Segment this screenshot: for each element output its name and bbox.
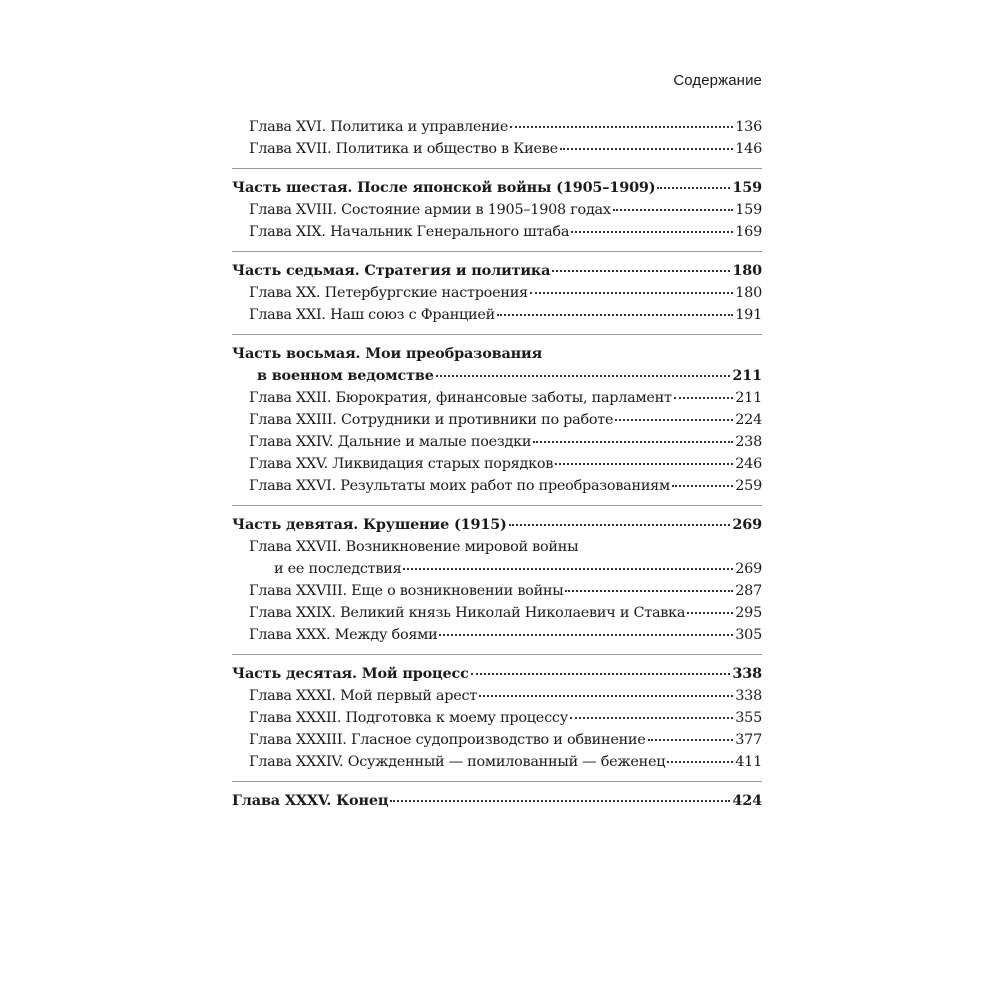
chapter-entry-title: и ее последствия (274, 561, 402, 577)
chapter-entry-title: Глава XXXIV. Осужденный — помилованный — беженец (249, 754, 666, 770)
chapter-entry (232, 116, 762, 138)
chapter-entry-title: Глава XXX. Между боями (249, 627, 438, 643)
chapter-entry-page-number: 269 (735, 561, 762, 577)
chapter-entry-line (249, 729, 762, 751)
chapter-entry-page-number: 411 (735, 754, 762, 770)
chapter-entry-page-number: 136 (735, 119, 762, 135)
chapter-entry-page-number: 146 (735, 141, 762, 157)
part-entry-page-number: 159 (732, 179, 762, 196)
part-entry (232, 343, 762, 387)
chapter-entry-page-number: 338 (735, 688, 762, 704)
chapter-entry (232, 602, 762, 624)
chapter-entry-line (249, 536, 762, 558)
chapter-entry-title: Глава XXIV. Дальние и малые поездки (249, 434, 532, 450)
part-entry-title: Часть шестая. После японской войны (1905–1909) (232, 179, 656, 196)
dot-leader (390, 799, 730, 802)
chapter-entry-page-number: 211 (735, 390, 762, 406)
dot-leader (667, 760, 733, 763)
chapter-entry-title: Глава XXVI. Результаты моих работ по преобразованиям (249, 478, 670, 494)
chapter-entry-title: Глава XXII. Бюрократия, финансовые заботы, парламент (249, 390, 672, 406)
chapter-entry-line (249, 685, 762, 707)
chapter-entry-page-number: 180 (735, 285, 762, 301)
chapter-entry (232, 431, 762, 453)
chapter-entry-line (249, 558, 762, 580)
chapter-entry-page-number: 305 (735, 627, 762, 643)
part-entry-line (232, 260, 762, 282)
dot-leader (555, 462, 733, 465)
part-entry-line (232, 343, 762, 365)
toc-section (232, 505, 762, 646)
dot-leader (510, 125, 733, 128)
dot-leader (571, 230, 733, 233)
part-entry-page-number: 338 (732, 665, 762, 682)
dot-leader (403, 567, 733, 570)
chapter-entry-line (249, 475, 762, 497)
chapter-entry-page-number: 355 (735, 710, 762, 726)
part-entry-line (232, 790, 762, 812)
dot-leader (530, 291, 733, 294)
part-entry-title: Часть седьмая. Стратегия и политика (232, 262, 551, 279)
chapter-entry-page-number: 238 (735, 434, 762, 450)
chapter-entry (232, 685, 762, 707)
chapter-entry-page-number: 259 (735, 478, 762, 494)
chapter-entry-title: Глава XXIX. Великий князь Николай Николаевич и Ставка (249, 605, 686, 621)
chapter-entry-title: Глава XX. Петербургские настроения (249, 285, 528, 301)
chapter-entry-title: Глава XVIII. Состояние армии в 1905–1908 годах (249, 202, 611, 218)
chapter-entry (232, 138, 762, 160)
chapter-entry-title: Глава XXVIII. Еще о возникновении войны (249, 583, 564, 599)
chapter-entry (232, 409, 762, 431)
chapter-entry-line (249, 602, 762, 624)
chapter-entry (232, 199, 762, 221)
chapter-entry-page-number: 191 (735, 307, 762, 323)
dot-leader (570, 716, 733, 719)
part-entry-line (232, 177, 762, 199)
chapter-entry-page-number: 159 (735, 202, 762, 218)
chapter-entry-page-number: 224 (735, 412, 762, 428)
table-of-contents (232, 116, 762, 812)
chapter-entry (232, 221, 762, 243)
chapter-entry (232, 282, 762, 304)
dot-leader (509, 523, 731, 526)
chapter-entry-title: Глава XXV. Ликвидация старых порядков (249, 456, 554, 472)
chapter-entry (232, 304, 762, 326)
chapter-entry-line (249, 282, 762, 304)
dot-leader (615, 418, 733, 421)
chapter-entry-line (249, 409, 762, 431)
toc-section (232, 116, 762, 160)
toc-section (232, 334, 762, 497)
dot-leader (471, 672, 731, 675)
part-entry-page-number: 180 (732, 262, 762, 279)
dot-leader (674, 396, 734, 399)
dot-leader (657, 186, 730, 189)
chapter-entry-title: Глава XXXII. Подготовка к моему процессу (249, 710, 568, 726)
dot-leader (565, 589, 733, 592)
part-entry (232, 177, 762, 199)
chapter-entry-page-number: 169 (735, 224, 762, 240)
chapter-entry-title: Глава XIX. Начальник Генерального штаба (249, 224, 570, 240)
part-entry-page-number: 424 (732, 792, 762, 809)
chapter-entry-title: Глава XXI. Наш союз с Францией (249, 307, 496, 323)
chapter-entry (232, 624, 762, 646)
chapter-entry (232, 580, 762, 602)
toc-section (232, 654, 762, 773)
chapter-entry-title: Глава XXXIII. Гласное судопроизводство и обвинение (249, 732, 646, 748)
part-entry (232, 260, 762, 282)
part-entry-title: Часть восьмая. Мои преобразования (232, 345, 543, 362)
chapter-entry-title: Глава XXVII. Возникновение мировой войны (249, 539, 579, 555)
dot-leader (613, 208, 734, 211)
chapter-entry-line (249, 453, 762, 475)
chapter-entry-line (249, 221, 762, 243)
toc-section (232, 251, 762, 326)
dot-leader (552, 269, 730, 272)
chapter-entry-line (249, 751, 762, 773)
dot-leader (560, 147, 733, 150)
part-entry-line (232, 514, 762, 536)
chapter-entry-line (249, 431, 762, 453)
chapter-entry (232, 475, 762, 497)
chapter-entry (232, 387, 762, 409)
chapter-entry-line (249, 707, 762, 729)
chapter-entry-line (249, 580, 762, 602)
chapter-entry-page-number: 287 (735, 583, 762, 599)
dot-leader (497, 313, 733, 316)
chapter-entry-line (249, 138, 762, 160)
part-entry-title: Глава XXXV. Конец (232, 792, 389, 809)
part-entry-title: Часть десятая. Мой процесс (232, 665, 469, 682)
chapter-entry-page-number: 295 (735, 605, 762, 621)
part-entry (232, 514, 762, 536)
chapter-entry-title: Глава XXIII. Сотрудники и противники по работе (249, 412, 614, 428)
running-head: Содержание (673, 72, 762, 89)
chapter-entry (232, 453, 762, 475)
part-entry-title: в военном ведомстве (257, 367, 434, 384)
chapter-entry (232, 707, 762, 729)
dot-leader (479, 694, 733, 697)
part-entry-title: Часть девятая. Крушение (1915) (232, 516, 507, 533)
part-entry-page-number: 211 (732, 367, 762, 384)
dot-leader (533, 440, 733, 443)
chapter-entry-title: Глава XVII. Политика и общество в Киеве (249, 141, 558, 157)
chapter-entry-line (249, 624, 762, 646)
chapter-entry-title: Глава XXXI. Мой первый арест (249, 688, 478, 704)
part-entry (232, 663, 762, 685)
part-entry-line (232, 663, 762, 685)
part-entry-page-number: 269 (732, 516, 762, 533)
toc-section (232, 168, 762, 243)
chapter-entry-line (249, 304, 762, 326)
part-entry (232, 790, 762, 812)
dot-leader (439, 633, 733, 636)
chapter-entry-line (249, 116, 762, 138)
chapter-entry (232, 751, 762, 773)
toc-section (232, 781, 762, 812)
chapter-entry (232, 729, 762, 751)
chapter-entry-page-number: 377 (735, 732, 762, 748)
dot-leader (436, 374, 731, 377)
part-entry-line (232, 365, 762, 387)
dot-leader (648, 738, 734, 741)
chapter-entry-line (249, 387, 762, 409)
chapter-entry-page-number: 246 (735, 456, 762, 472)
chapter-entry-title: Глава XVI. Политика и управление (249, 119, 509, 135)
dot-leader (672, 484, 733, 487)
chapter-entry-line (249, 199, 762, 221)
dot-leader (687, 611, 733, 614)
chapter-entry (232, 536, 762, 580)
